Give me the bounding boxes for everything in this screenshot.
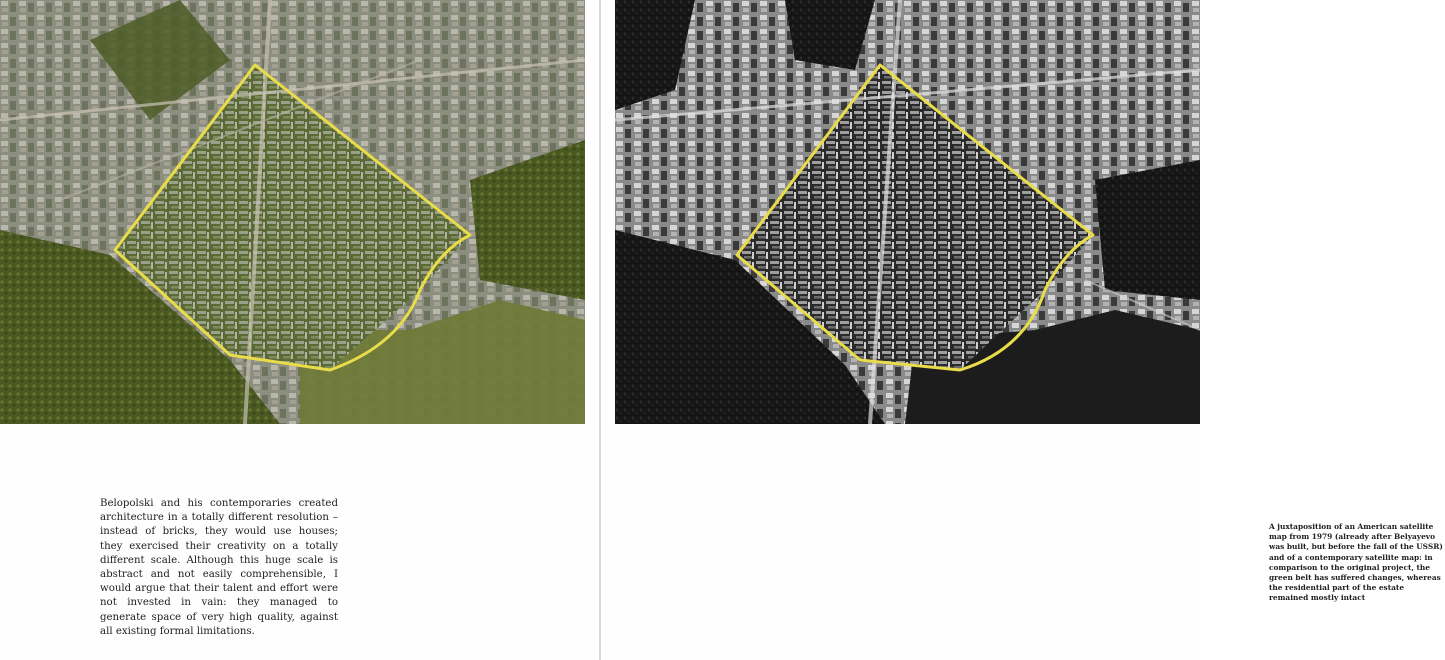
left-page [0, 0, 599, 660]
bw-satellite-map [615, 0, 1200, 424]
map-caption: A juxtaposition of an American satellite map from 1979 (already after Belyayevo was built, but before the fall of the USSR) and of a contemporary satellite map: in comparison to the original project, the green belt has suffered changes, whereas the residential part of the estate remained mostly intact [1269, 522, 1443, 603]
forest-patch [1095, 160, 1200, 300]
body-paragraph: Belopolski and his contemporaries created architecture in a totally different resolution – instead of bricks, they would use houses; they exercised their creativity on a totally different scale. Although this huge scale is abstract and not easily comprehensible, I would argue that their talent and effort were not invested in vain: they managed to generate space of very high quality, against all existing formal limitations. [100, 498, 338, 637]
color-satellite-map [0, 0, 585, 424]
